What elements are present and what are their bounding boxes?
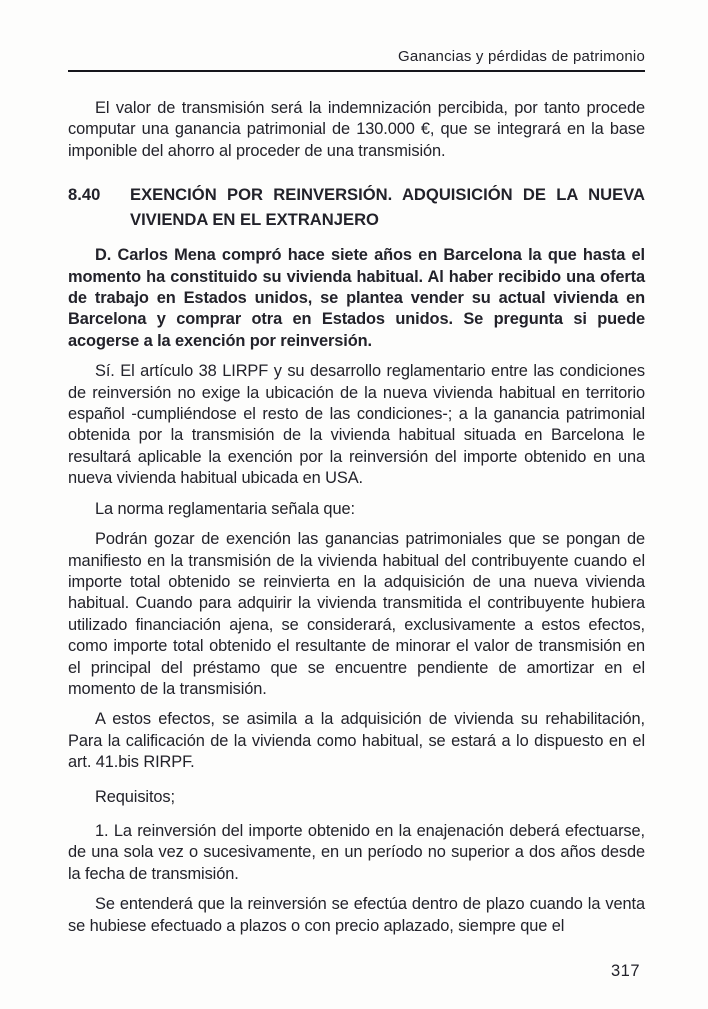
running-header: [68, 0, 645, 72]
paragraph-rehabilitation-note: A estos efectos, se asimila a la adquisición de vivienda su rehabilitación, Para la calificación de la vivienda como habitual, se estará a lo dispuesto en el art. 41.bis RIRPF.: [68, 710, 645, 772]
paragraph-norm-text: Podrán gozar de exención las ganancias patrimoniales que se pongan de manifiesto en la transmisión de la vivienda habitual del contribuyente cuando el importe total obtenido se reinvierta en la adquisición de una nueva vivienda habitual. Cuando para adquirir la vivienda transmitida el contribuyente hubiera utilizado financiación ajena, se considerará, exclusivamente a estos efectos, como importe total obtenido el resultante de minorar el valor de transmisión en el principal del préstamo que se encuentre pendiente de amortizar en el momento de la transmisión.: [68, 530, 645, 698]
paragraph-intro: El valor de transmisión será la indemnización percibida, por tanto procede computar una ganancia patrimonial de 130.000 €, que se integrará en la base imponible del ahorro al proceder de una transmisión.: [68, 99, 645, 160]
paragraph-requisitos-label: Requisitos;: [95, 787, 175, 806]
section-heading: [68, 182, 645, 232]
section-title: EXENCIÓN POR REINVERSIÓN. ADQUISICIÓN DE LA NUEVA VIVIENDA EN EL EXTRANJERO: [130, 185, 645, 230]
paragraph-requirement-1: 1. La reinversión del importe obtenido en la enajenación deberá efectuarse, de una sola vez o sucesivamente, en un período no superior a dos años desde la fecha de transmisión.: [68, 821, 645, 883]
paragraph-norm-intro: La norma reglamentaria señala que:: [95, 499, 355, 518]
header-rule: [68, 70, 645, 72]
paragraph-answer: Sí. El artículo 38 LIRPF y su desarrollo reglamentario entre las condiciones de reinversión no exige la ubicación de la nueva vivienda habitual en territorio español -cumpliéndose el resto de las condiciones-; a la ganancia patrimonial obtenida por la transmisión de la vivienda habitual situada en Barcelona le resultará aplicable la exención por la reinversión del importe obtenido en una nueva vivienda habitual ubicada en USA.: [68, 362, 645, 488]
section-number: 8.40: [68, 185, 101, 205]
page-number: 317: [610, 962, 640, 980]
running-header-title: Ganancias y pérdidas de patrimonio: [398, 48, 645, 65]
paragraph-deadline-note: Se entenderá que la reinversión se efectúa dentro de plazo cuando la venta se hubiese efectuado a plazos o con precio aplazado, siempre que el: [68, 895, 645, 935]
paragraph-case-statement: D. Carlos Mena compró hace siete años en Barcelona la que hasta el momento ha constituido su vivienda habitual. Al haber recibido una oferta de trabajo en Estados unidos, se plantea vender su actual vivienda en Barcelona y comprar otra en Estados unidos. Se pregunta si puede acogerse a la exención por reinversión.: [68, 246, 645, 350]
